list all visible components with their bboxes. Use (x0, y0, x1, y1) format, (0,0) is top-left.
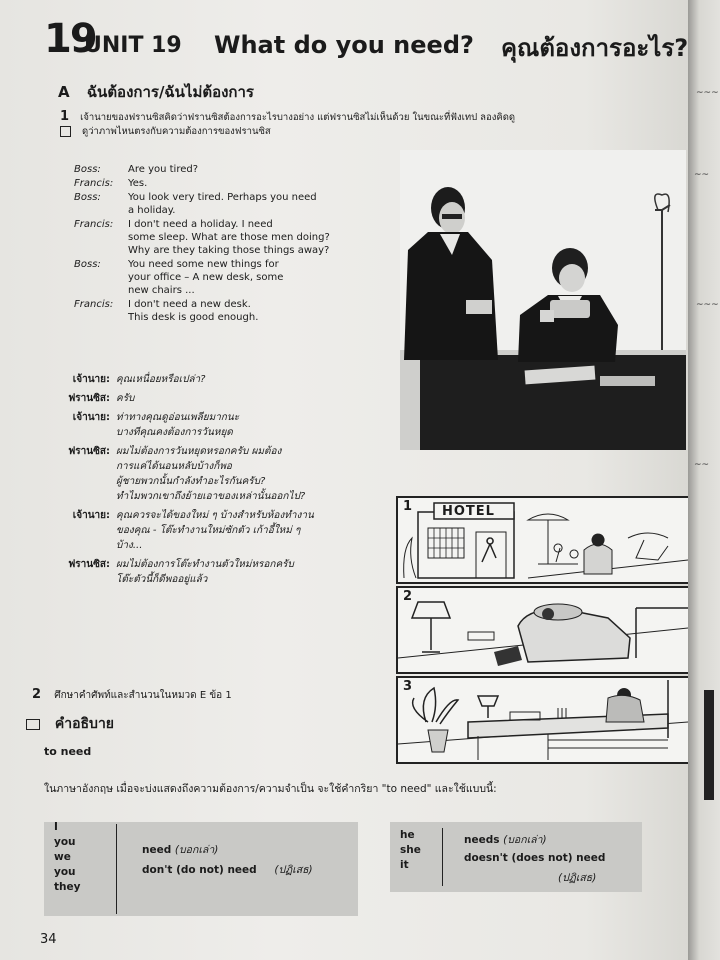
pronoun: I (54, 821, 58, 833)
dialogue-line (74, 218, 394, 257)
thai-speech: ครับ (116, 393, 135, 404)
office-photo-illustration (400, 150, 686, 450)
speaker: Boss: (74, 164, 101, 175)
thai-dialogue-line (40, 410, 380, 440)
verb-negative: don't (do not) need (142, 864, 257, 876)
affirmative-form (142, 842, 218, 858)
adjacent-page-text-fragment: ~~ (694, 170, 710, 180)
thai-speaker: เจ้านาย: (72, 412, 110, 423)
section-2-number: 2 (32, 687, 42, 702)
dialogue-line (74, 258, 394, 297)
unit-header (44, 16, 688, 70)
thai-speaker: ฟรานซิส: (68, 446, 110, 457)
speech: I don't need a new desk. This desk is good enough. (128, 299, 259, 323)
step-number: 1 (60, 109, 70, 124)
speech: Yes. (128, 178, 148, 189)
speech: You need some new things for your office – A new desk, some new chairs ... (128, 259, 284, 296)
explanation-title: คำอธิบาย (54, 716, 115, 732)
picture-choices (396, 496, 688, 766)
dialogue-line (74, 163, 394, 176)
thai-dialogue-line (40, 557, 380, 587)
adjacent-page-figure (704, 690, 714, 800)
pronoun: we (54, 851, 71, 863)
dialogue-line (74, 177, 394, 190)
book-icon (26, 719, 40, 730)
section-letter: A (58, 83, 70, 101)
conjugation-table-plural (44, 822, 358, 916)
unit-number: 19 (44, 16, 96, 62)
negative-note: (ปฏิเสธ) (558, 872, 597, 884)
dialogue-line (74, 298, 394, 324)
grammar-term: to need (44, 745, 92, 758)
bed-illustration (398, 588, 688, 672)
picture-number: 3 (403, 679, 413, 694)
affirmative-form (464, 832, 547, 848)
thai-speech: ผมไม่ต้องการโต๊ะทำงานตัวใหม่หรอกครับ โต๊ะตัวนี้ก็ดีพออยู่แล้ว (116, 559, 294, 585)
speech: I don't need a holiday. I need some sleep. What are those men doing? Why are they taking those things away? (128, 219, 330, 256)
pronoun-list (400, 828, 421, 873)
explanation-heading (26, 713, 114, 735)
speech: Are you tired? (128, 164, 199, 175)
thai-speech: ท่าทางคุณดูอ่อนเพลียมากนะ บางทีคุณคงต้องการวันหยุด (116, 412, 240, 438)
unit-thai-title: คุณต้องการอะไร? (501, 34, 688, 62)
picture-number: 2 (403, 589, 413, 604)
pronoun: he (400, 829, 415, 841)
speaker: Boss: (74, 259, 101, 270)
adjacent-page-text-fragment: ~~ (694, 460, 710, 470)
pronoun: you (54, 836, 76, 848)
thai-speaker: เจ้านาย: (72, 510, 110, 521)
pronoun: you (54, 866, 76, 878)
pronoun: it (400, 859, 409, 871)
verb-affirmative: need (142, 844, 172, 856)
speaker: Francis: (74, 219, 114, 230)
verb-negative: doesn't (does not) need (464, 852, 606, 864)
thai-speech: คุณเหนื่อยหรือเปล่า? (116, 374, 206, 385)
thai-speech: คุณควรจะได้ของใหม่ ๆ บ้างสำหรับห้องทำงาน ของคุณ - โต๊ะทำงานใหม่ซักตัว เก้าอี้ใหม่ ๆ บ้าง... (116, 510, 314, 551)
picture-2-bed (396, 586, 688, 674)
adjacent-page-text-fragment: ~~~ (696, 88, 719, 98)
unit-label: UNIT 19 (84, 33, 182, 58)
adjacent-page-edge (688, 0, 720, 960)
picture-3-desk (396, 676, 688, 764)
thai-speaker: เจ้านาย: (72, 374, 110, 385)
hotel-sign: HOTEL (442, 504, 495, 519)
english-dialogue (74, 163, 394, 325)
pronoun: they (54, 881, 81, 893)
usage-note: ในภาษาอังกฤษ เมื่อจะบ่งแสดงถึงความต้องการ/ความจำเป็น จะใช้คำกริยา "to need" และใช้แบบนี้: (44, 783, 497, 795)
desk-illustration (398, 678, 688, 762)
thai-speaker: ฟรานซิส: (68, 559, 110, 570)
picture-1-hotel (396, 496, 688, 584)
thai-speaker: ฟรานซิส: (68, 393, 110, 404)
affirmative-note: (บอกเล่า) (174, 844, 219, 856)
pronoun-list (54, 820, 80, 895)
listen-icon (60, 126, 71, 137)
speaker: Francis: (74, 178, 114, 189)
page-number: 34 (40, 932, 57, 947)
negative-form (142, 862, 313, 878)
step-1-subtext: ดูว่าภาพไหนตรงกับความต้องการของฟรานซิส (82, 126, 271, 137)
negative-note: (ปฏิเสธ) (274, 864, 313, 876)
pronoun: she (400, 844, 421, 856)
thai-dialogue (40, 372, 380, 591)
table-divider (442, 828, 443, 886)
section-a-heading (58, 80, 254, 104)
speaker: Boss: (74, 192, 101, 203)
affirmative-note: (บอกเล่า) (503, 834, 547, 846)
verb-affirmative: needs (464, 834, 500, 846)
conjugation-table-singular (390, 822, 642, 892)
negative-note-row (558, 870, 596, 886)
adjacent-page-text-fragment: ~~~ (696, 300, 719, 310)
unit-title: What do you need? (214, 31, 474, 59)
thai-dialogue-line (40, 444, 380, 504)
picture-number: 1 (403, 499, 413, 514)
dialogue-line (74, 191, 394, 217)
office-photo (400, 150, 686, 450)
speech: You look very tired. Perhaps you need a holiday. (128, 192, 317, 216)
section-a-title: ฉันต้องการ/ฉันไม่ต้องการ (86, 83, 254, 101)
section-2-text: ศึกษาคำศัพท์และสำนวนในหมวด E ข้อ 1 (54, 690, 232, 701)
thai-dialogue-line (40, 508, 380, 553)
thai-dialogue-line (40, 391, 380, 406)
negative-form (464, 850, 605, 866)
thai-speech: ผมไม่ต้องการวันหยุดหรอกครับ ผมต้อง การแค่ได้นอนหลับบ้างก็พอ ผู้ชายพวกนั้นกำลังทำอะไรกันครับ? ทำไมพวกเขาถึงย้ายเอาของเหล่านั้นออกไป? (116, 446, 306, 502)
thai-dialogue-line (40, 372, 380, 387)
speaker: Francis: (74, 299, 114, 310)
step-1-instructions (60, 110, 688, 139)
section-2 (32, 687, 232, 703)
table-divider (116, 824, 117, 914)
step-1-text: เจ้านายของฟรานซิสคิดว่าฟรานซิสต้องการอะไรบางอย่าง แต่ฟรานซิสไม่เห็นด้วย ในขณะที่ฟังเทป ลองคิดดู (80, 112, 516, 123)
